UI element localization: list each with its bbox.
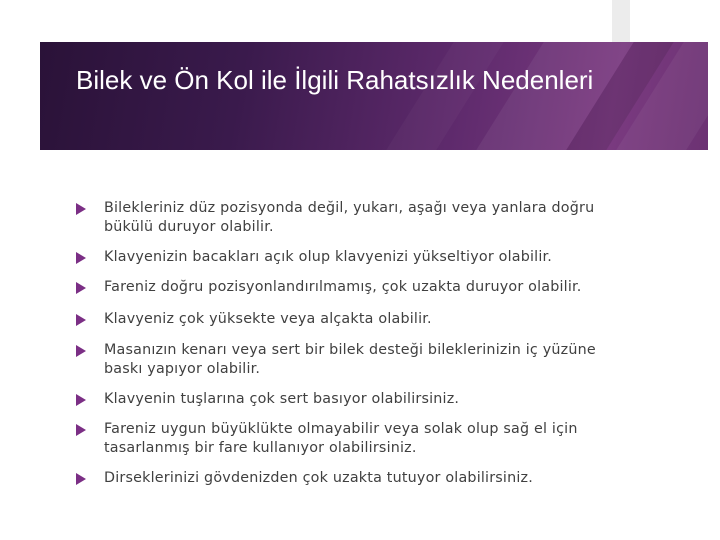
bullet-text: Klavyenin tuşlarına çok sert basıyor olabilirsiniz. <box>104 391 460 407</box>
triangle-bullet-icon <box>76 203 86 215</box>
bullet-list <box>76 199 636 488</box>
slide-title: Bilek ve Ön Kol ile İlgili Rahatsızlık Nedenleri <box>76 65 594 95</box>
bullet-text: Klavyeniz çok yüksekte veya alçakta olabilir. <box>104 311 432 327</box>
bullet-text: Bilekleriniz düz pozisyonda değil, yukarı, aşağı veya yanlara doğru bükülü duruyor olabilir. <box>104 200 595 235</box>
list-item <box>76 420 636 458</box>
triangle-bullet-icon <box>76 394 86 406</box>
title-band <box>40 42 708 150</box>
bullet-text: Dirseklerinizi gövdenizden çok uzakta tutuyor olabilirsiniz. <box>104 470 533 486</box>
corner-accent-bar <box>612 0 630 42</box>
triangle-bullet-icon <box>76 473 86 485</box>
bullet-text: Fareniz doğru pozisyonlandırılmamış, çok uzakta duruyor olabilir. <box>104 279 582 295</box>
bullet-text: Fareniz uygun büyüklükte olmayabilir veya solak olup sağ el için tasarlanmış bir fare kullanıyor olabilirsiniz. <box>104 421 578 456</box>
list-item <box>76 469 636 488</box>
list-item <box>76 310 636 329</box>
triangle-bullet-icon <box>76 252 86 264</box>
bullet-text: Klavyenizin bacakları açık olup klavyenizi yükseltiyor olabilir. <box>104 249 553 265</box>
triangle-bullet-icon <box>76 282 86 294</box>
list-item <box>76 341 636 379</box>
triangle-bullet-icon <box>76 424 86 436</box>
list-item <box>76 199 636 237</box>
list-item <box>76 278 636 297</box>
list-item <box>76 248 636 267</box>
triangle-bullet-icon <box>76 314 86 326</box>
list-item <box>76 390 636 409</box>
bullet-text: Masanızın kenarı veya sert bir bilek desteği bileklerinizin iç yüzüne baskı yapıyor olabilir. <box>104 342 596 377</box>
triangle-bullet-icon <box>76 345 86 357</box>
